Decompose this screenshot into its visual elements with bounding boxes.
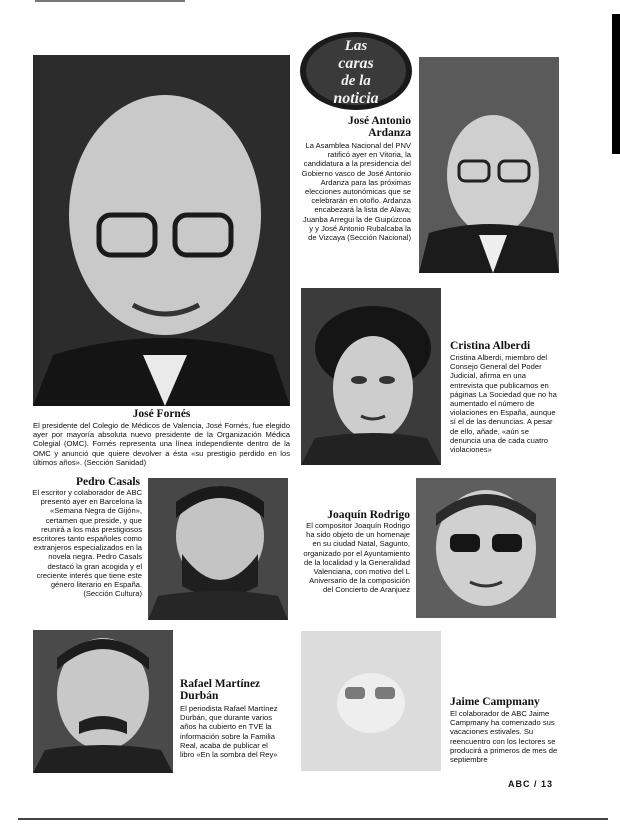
fornes-portrait [33, 55, 290, 406]
alberdi-name: Cristina Alberdi [450, 340, 531, 352]
rodrigo-name: Joaquín Rodrigo [327, 509, 410, 521]
campmany-photo [301, 631, 441, 771]
logo-word-3: de la [341, 73, 371, 89]
alberdi-photo [301, 288, 441, 465]
campmany-portrait [301, 631, 441, 771]
rodrigo-portrait [416, 478, 556, 618]
alberdi-portrait [301, 288, 441, 465]
fornes-photo [33, 55, 290, 406]
ardanza-caption: La Asamblea Nacional del PNV ratificó ayer en Vitoria, la candidatura a la presidencia del Gobierno vasco de José Antonio Ardanza para las próximas elecciones autonómicas que se celebrarán en otoño. Ardanza encabezará la lista de Alava; Juanba Arregui la de Guipúzcoa y y José Antonio Rubalcaba la de Vizcaya (Sección Nacional) [301, 141, 411, 243]
logo-word-1: Las [344, 38, 368, 54]
section-logo [298, 30, 414, 112]
rodrigo-photo [416, 478, 556, 618]
page-folio: ABC / 13 [508, 779, 554, 789]
campmany-caption: El colaborador de ABC Jaime Campmany ha comenzado sus vacaciones estivales. Su reencuentro con los lectores se producirá a primeros de mes de septiembre [450, 709, 558, 765]
casals-photo [148, 478, 288, 620]
bottom-rule [18, 818, 608, 820]
fornes-caption: El presidente del Colegio de Médicos de Valencia, José Fornés, fue elegido ayer por mayoría absoluta nuevo presidente de la Organización Médica Colegial (OMC). Fornés representa una línea independiente dentro de la OMC y anunció que quiere devolver a ésta «su prestigio perdido en los últimos años». (Sección Sanidad) [33, 421, 290, 467]
right-edge-bar [612, 14, 620, 154]
section-logo-art [298, 30, 414, 112]
rodrigo-caption: El compositor Joaquín Rodrigo ha sido objeto de un homenaje en su ciudad Natal, Sagunto, organizado por el Ayuntamiento de la localidad y la Generalidad Valenciana, con motivo del L Aniversario de la composición del Concierto de Aranjuez [303, 521, 410, 595]
ardanza-portrait [419, 57, 559, 273]
durban-name: Rafael Martínez Durbán [180, 678, 261, 702]
casals-name: Pedro Casals [76, 476, 140, 488]
alberdi-caption: Cristina Alberdi, miembro del Consejo General del Poder Judicial, afirma en una entrevista que publicamos en páginas La Sociedad que no ha aumentado el número de violaciones en España, aunque sí el de las denuncias. A pesar de ello, añade, «aún se denuncia una de cada cuatro violaciones» [450, 353, 557, 455]
casals-caption: El escritor y colaborador de ABC presentó ayer en Barcelona la «Semana Negra de Gijón», certamen que preside, y que reunirá a los más prestigiosos escritores tanto españoles como extranjeros especializados en la novela negra. Pedro Casals destacó la gran acogida y el creciente interés que tiene este género literario en España. (Sección Cultura) [32, 488, 142, 599]
fornes-name: José Fornés [132, 408, 191, 420]
durban-portrait [33, 630, 173, 773]
durban-caption: El periodista Rafael Martínez Durbán, que durante varios años ha cubierto en TVE la información sobre la Familia Real, acaba de publicar el libro «En la sombra del Rey» [180, 704, 278, 760]
durban-photo [33, 630, 173, 773]
ardanza-photo [419, 57, 559, 273]
logo-word-4: noticia [333, 90, 379, 107]
campmany-name: Jaime Campmany [450, 696, 540, 708]
top-rule [35, 0, 185, 2]
casals-portrait [148, 478, 288, 620]
ardanza-name: José Antonio Ardanza [348, 115, 411, 139]
logo-word-2: caras [338, 55, 374, 72]
